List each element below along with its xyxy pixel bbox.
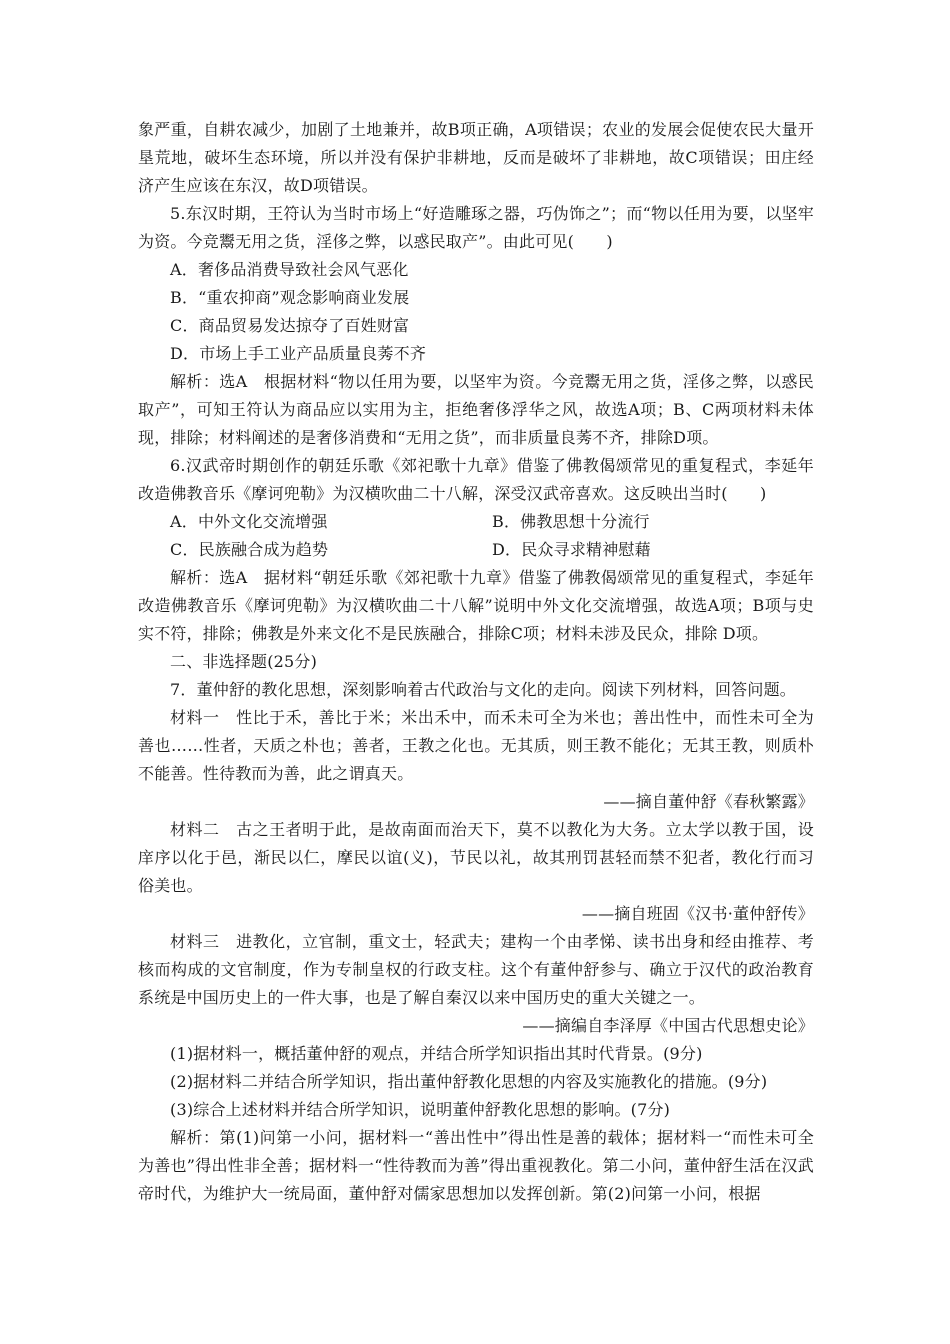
question-7-analysis: 解析：第(1)问第一小问，据材料一“善出性中”得出性是善的载体；据材料一“而性未可全为善也”得出性非全善；据材料一“性待教而为善”得出重视教化。第二小问，董仲舒生活在汉武帝时代，为维护大一统局面，董仲舒对儒家思想加以发挥创新。第(2)问第一小问，根据 [138, 1128, 814, 1203]
answer-continuation: 象严重，自耕农减少，加剧了土地兼并，故B项正确，A项错误；农业的发展会促使农民大量开垦荒地，破坏生态环境，所以并没有保护非耕地，反而是破坏了非耕地，故C项错误；田庄经济产生应该在东汉，故D项错误。 [138, 120, 814, 195]
material-1-source: ——摘自董仲舒《春秋繁露》 [603, 792, 814, 811]
question-6-analysis: 解析：选A 据材料“朝廷乐歌《郊祀歌十九章》借鉴了佛教偈颂常见的重复程式，李延年改造佛教音乐《摩诃兜勒》为汉横吹曲二十八解”说明中外文化交流增强，故选A项；B项与史实不符，排除；佛教是外来文化不是民族融合，排除C项；材料未涉及民众，排除 D项。 [138, 568, 814, 643]
question-5-option-d: D．市场上手工业产品质量良莠不齐 [170, 344, 427, 363]
question-6-options-row-2 [138, 536, 814, 564]
material-1: 材料一 性比于禾，善比于米；米出禾中，而禾未可全为米也；善出性中，而性未可全为善也……性者，天质之朴也；善者，王教之化也。无其质，则王教不能化；无其王教，则质朴不能善。性待教而为善，此之谓真天。 [138, 708, 814, 783]
question-5-option-b: B．“重农抑商”观念影响商业发展 [170, 288, 410, 307]
document-body [138, 116, 814, 1208]
question-7: 7．董仲舒的教化思想，深刻影响着古代政治与文化的走向。阅读下列材料，回答问题。 [170, 680, 796, 699]
question-6: 6.汉武帝时期创作的朝廷乐歌《郊祀歌十九章》借鉴了佛教偈颂常见的重复程式，李延年改造佛教音乐《摩诃兜勒》为汉横吹曲二十八解，深受汉武帝喜欢。这反映出当时( ) [138, 456, 814, 503]
question-6-option-a: A．中外文化交流增强 [170, 512, 328, 531]
section-heading: 二、非选择题(25分) [170, 652, 318, 671]
material-2-source: ——摘自班固《汉书·董仲舒传》 [581, 904, 814, 923]
question-5-analysis: 解析：选A 根据材料“物以任用为要，以坚牢为资。今竞鬻无用之货，淫侈之弊，以惑民取产”，可知王符认为商品应以实用为主，拒绝奢侈浮华之风，故选A项；B、C两项材料未体现，排除；材料阐述的是奢侈消费和“无用之货”，而非质量良莠不齐，排除D项。 [138, 372, 814, 447]
material-3-source: ——摘编自李泽厚《中国古代思想史论》 [522, 1016, 814, 1035]
question-6-option-d: D．民众寻求精神慰藉 [492, 540, 651, 559]
question-5-option-a: A．奢侈品消费导致社会风气恶化 [170, 260, 409, 279]
question-5-option-c: C．商品贸易发达掠夺了百姓财富 [170, 316, 410, 335]
sub-question-1: (1)据材料一，概括董仲舒的观点，并结合所学知识指出其时代背景。(9分) [170, 1044, 703, 1063]
question-6-options-row-1 [138, 508, 814, 536]
sub-question-3: (3)综合上述材料并结合所学知识，说明董仲舒教化思想的影响。(7分) [170, 1100, 671, 1119]
material-3: 材料三 进教化，立官制，重文士，轻武夫；建构一个由孝悌、读书出身和经由推荐、考核而构成的文官制度，作为专制皇权的行政支柱。这个有董仲舒参与、确立于汉代的政治教育系统是中国历史上的一件大事，也是了解自秦汉以来中国历史的重大关键之一。 [138, 932, 814, 1007]
question-5: 5.东汉时期，王符认为当时市场上“好造雕琢之器，巧伪饰之”；而“物以任用为要，以坚牢为资。今竞鬻无用之货，淫侈之弊，以惑民取产”。由此可见( ) [138, 204, 814, 251]
question-6-option-c: C．民族融合成为趋势 [170, 540, 329, 559]
sub-question-2: (2)据材料二并结合所学知识，指出董仲舒教化思想的内容及实施教化的措施。(9分) [170, 1072, 768, 1091]
material-2: 材料二 古之王者明于此，是故南面而治天下，莫不以教化为大务。立太学以教于国，设庠序以化于邑，渐民以仁，摩民以谊(义)，节民以礼，故其刑罚甚轻而禁不犯者，教化行而习俗美也。 [138, 820, 814, 895]
question-6-option-b: B．佛教思想十分流行 [492, 512, 650, 531]
